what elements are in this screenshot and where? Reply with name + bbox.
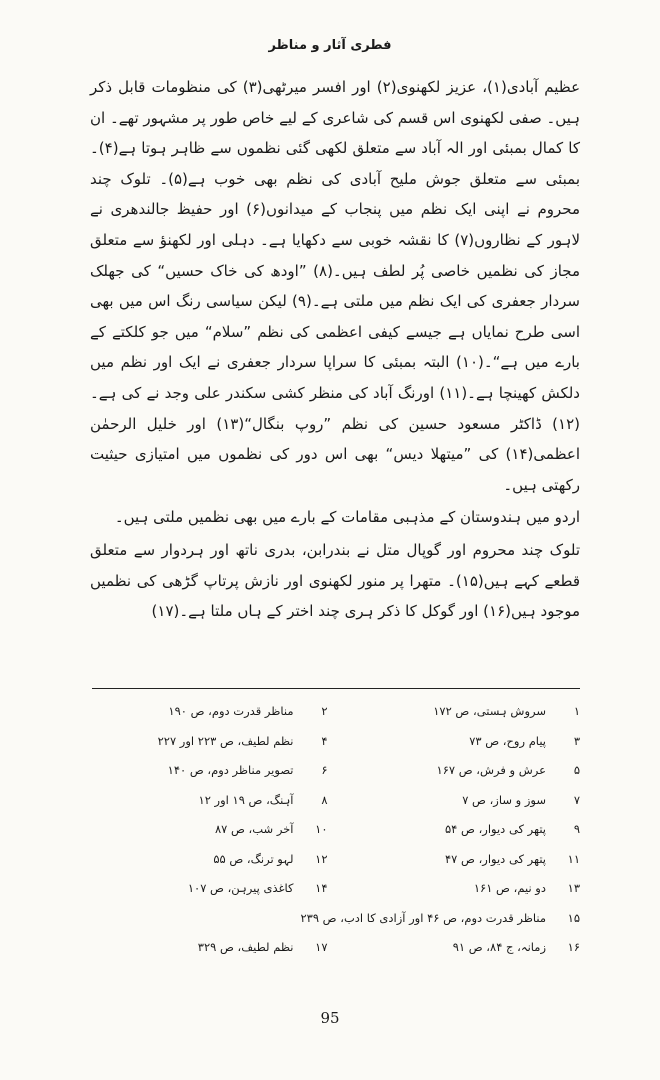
footnote-item [348,815,581,845]
paragraph-2: اردو میں ہندوستان کے مذہبی مقامات کے بارے میں بھی نظمیں ملتی ہیں۔ [114,508,580,527]
footnote-text: دو نیم، ص ۱۶۱ [473,881,546,895]
footnote-item [95,904,580,934]
running-title: فطری آثار و مناظر [268,38,392,53]
footnote-number: ۷ [573,792,580,807]
footnote-number: ۳ [573,733,580,748]
footnote-number: ۶ [321,763,328,777]
footnote-item [95,933,328,963]
paragraph-1: عظیم آبادی(۱)، عزیز لکھنوی(۲) اور افسر میرٹھی(۳) کی منظومات قابل ذکر ہیں۔ صفی لکھنوی اس قسم کی شاعری کے لیے خاص طور پر مشہور تھے۔ ان کا کمال بمبئی اور الہ آباد سے متعلق لکھی گئی نظموں سے ظاہر ہوتا ہے(۴)۔ بمبئی سے متعلق جوش ملیح آبادی کی نظم بھی خوب ہے(۵)۔ تلوک چند محروم نے اپنی ایک نظم میں پنجاب کے میدانوں(۶) اور حفیظ جالندھری نے لاہور کے نظاروں(۷) کا نقشہ خوبی سے دکھایا ہے۔ دہلی اور لکھنؤ سے متعلق مجاز کی نظمیں خاصی پُر لطف ہیں۔(۸) ”اودھ کی خاک حسیں“ کی جھلک سردار جعفری کی ایک نظم میں ملتی ہے۔(۹) لیکن سیاسی رنگ اس میں بھی اسی طرح نمایاں ہے جیسے کیفی اعظمی کی نظم ”سلام“ میں جو کلکتے کے بارے میں ہے“۔(۱۰) البتہ بمبئی کا سراپا سردار جعفری نے ایک اور نظم میں دلکش کھینچا ہے۔(۱۱) اورنگ آباد کی منظر کشی سکندر علی وجد نے کی ہے۔(۱۲) ڈاکٹر مسعود حسین کی نظم ”روپ بنگال“(۱۳) اور خلیل الرحمٰن اعظمی(۱۴) کی ”میتھلا دیس“ بھی اس دور کی نظموں میں امتیازی حیثیت رکھتی ہیں۔ [90,78,581,494]
footnote-number: ۱۵ [567,910,580,925]
footnote-number: ۱۲ [315,851,328,866]
footnote-number: ۱۷ [315,940,328,954]
footnote-item [348,874,581,904]
footnote-text: پیام روح، ص ۷۳ [469,733,546,748]
footnote-number: ۲ [321,704,328,718]
footnote-item [348,786,581,816]
footnote-item [95,874,328,904]
footnote-text: آہنگ، ص ۱۹ اور ۱۲ [198,792,294,807]
footnote-text: پتھر کی دیوار، ص ۵۴ [445,822,546,836]
footnote-item [348,845,581,875]
footnote-number: ۱۶ [567,940,580,954]
footnote-item [348,697,581,727]
footnote-text: مناظر قدرت دوم، ص ۴۶ اور آزادی کا ادب، ص ۲۳۹ [300,910,546,925]
paragraph-3: تلوک چند محروم اور گوپال متل نے بندرابن، بدری ناتھ اور ہردوار سے متعلق قطعے کہے ہیں(۱۵)۔ متھرا پر منور لکھنوی اور نازش پرتاپ گڑھی کی نظمیں موجود ہیں(۱۶) اور گوکل کا ذکر ہری چند اختر کے ہاں ملتا ہے۔(۱۷) [90,540,581,621]
page-number: 95 [320,1009,340,1027]
footnote-number: ۴ [321,733,328,748]
footnote-item [95,756,328,786]
footnote-text: پتھر کی دیوار، ص ۴۷ [445,851,546,866]
footnote-number: ۱ [573,704,580,718]
footnotes-list [95,697,580,963]
body-text [90,72,580,627]
footnote-text: نظم لطیف، ص ۳۲۹ [197,940,294,954]
footnote-number: ۹ [573,822,580,836]
footnote-item [95,845,328,875]
footnote-number: ۱۰ [315,822,328,836]
footnote-item [95,727,328,757]
footnote-number: ۵ [573,763,580,777]
footnote-text: زمانہ، ج ۸۴، ص ۹۱ [452,940,546,954]
footnote-number: ۸ [321,792,328,807]
footnote-text: تصویر مناظر دوم، ص ۱۴۰ [167,763,294,777]
footnote-separator [92,688,580,689]
footnote-item [348,933,581,963]
footnote-item [95,815,328,845]
footnote-text: کاغذی پیرہن، ص ۱۰۷ [187,881,294,895]
footnote-number: ۱۱ [567,851,580,866]
footnote-item [348,756,581,786]
footnote-text: آخر شب، ص ۸۷ [214,822,294,836]
footnote-text: نظم لطیف، ص ۲۲۳ اور ۲۲۷ [157,733,294,748]
footnote-item [95,786,328,816]
footnote-number: ۱۳ [567,881,580,895]
footnote-number: ۱۴ [315,881,328,895]
footnote-item [95,697,328,727]
footnote-item [348,727,581,757]
footnote-text: عرش و فرش، ص ۱۶۷ [436,763,546,777]
footnote-text: مناظر قدرت دوم، ص ۱۹۰ [168,704,294,718]
footnote-text: سروش ہستی، ص ۱۷۲ [433,704,546,718]
footnote-text: لہو ترنگ، ص ۵۵ [213,851,294,866]
footnote-text: سوز و ساز، ص ۷ [462,792,546,807]
